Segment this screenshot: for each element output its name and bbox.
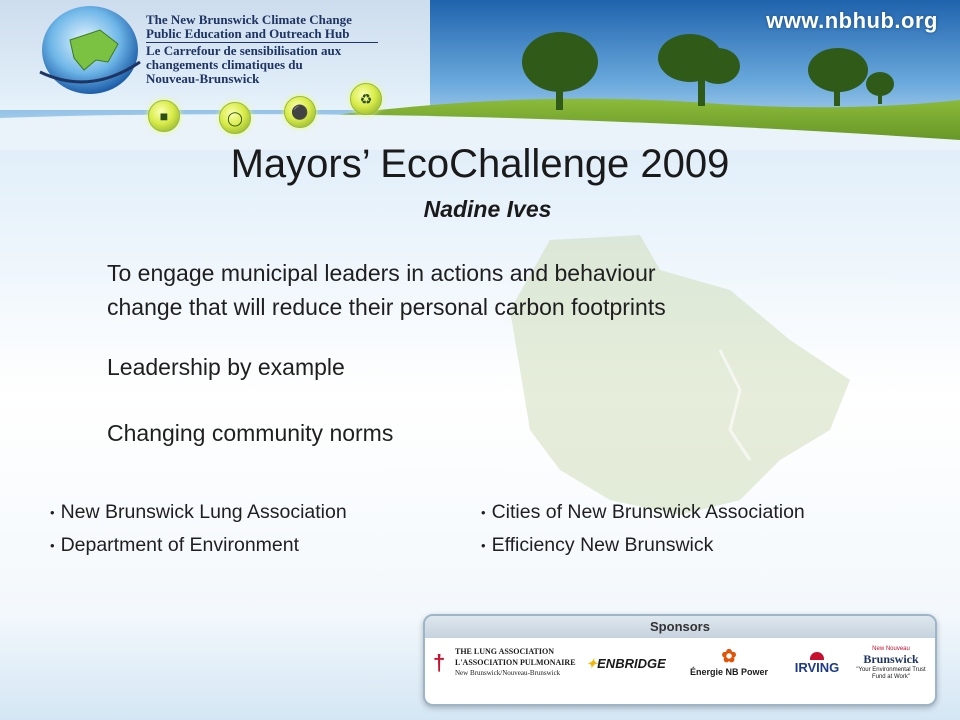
cross-icon: † — [433, 650, 446, 675]
hub-title-en-1: The New Brunswick Climate Change — [146, 12, 352, 27]
goal-line-1: To engage municipal leaders in actions and behaviour — [107, 260, 656, 286]
irving-logo: IRVING — [787, 646, 847, 696]
lung-association-logo: † THE LUNG ASSOCIATION L'ASSOCIATION PULMONAIRE New Brunswick/Nouveau-Brunswick — [433, 647, 576, 677]
list-item: • Cities of New Brunswick Association — [481, 501, 805, 523]
flame-icon: ✦ — [586, 656, 598, 671]
lightbulb-icon: ⚫ — [284, 96, 316, 128]
hub-title-fr-3: Nouveau-Brunswick — [146, 71, 260, 86]
nb-trust-fund-logo: New Nouveau Brunswick "Your Environmental Trust Fund at Work" — [856, 646, 926, 680]
recycle-icon: ♻ — [350, 83, 382, 115]
list-item: • Department of Environment — [50, 533, 300, 556]
power-swirl-icon: ✿ — [721, 646, 737, 666]
irving-arch-icon — [810, 652, 824, 660]
sponsors-heading: Sponsors — [425, 616, 935, 638]
presenter-name: Nadine Ives — [423, 196, 552, 222]
sponsors-panel — [423, 614, 937, 706]
bicycle-icon: ◯ — [219, 102, 251, 134]
hub-title-en-2: Public Education and Outreach Hub — [146, 26, 350, 41]
hub-title-fr-1: Le Carrefour de sensibilisation aux — [146, 43, 342, 58]
bus-icon: ■ — [148, 100, 180, 132]
point-community: Changing community norms — [107, 420, 394, 446]
site-url[interactable]: www.nbhub.org — [766, 8, 938, 33]
page-title: Mayors’ EcoChallenge 2009 — [230, 142, 730, 186]
nb-power-logo: ✿ Énergie NB Power — [677, 646, 781, 696]
hub-title — [146, 13, 406, 86]
partners-left — [50, 496, 347, 562]
list-item: • New Brunswick Lung Association — [50, 501, 347, 523]
goal-line-2: change that will reduce their personal carbon footprints — [107, 294, 666, 320]
hub-title-fr-2: changements climatiques du — [146, 57, 303, 72]
header-banner — [0, 0, 960, 150]
enbridge-logo: ✦ENBRIDGE — [586, 656, 666, 671]
partners-right — [481, 496, 805, 562]
goal-statement — [107, 256, 666, 324]
point-leadership: Leadership by example — [107, 354, 345, 380]
list-item: • Efficiency New Brunswick — [481, 533, 714, 556]
